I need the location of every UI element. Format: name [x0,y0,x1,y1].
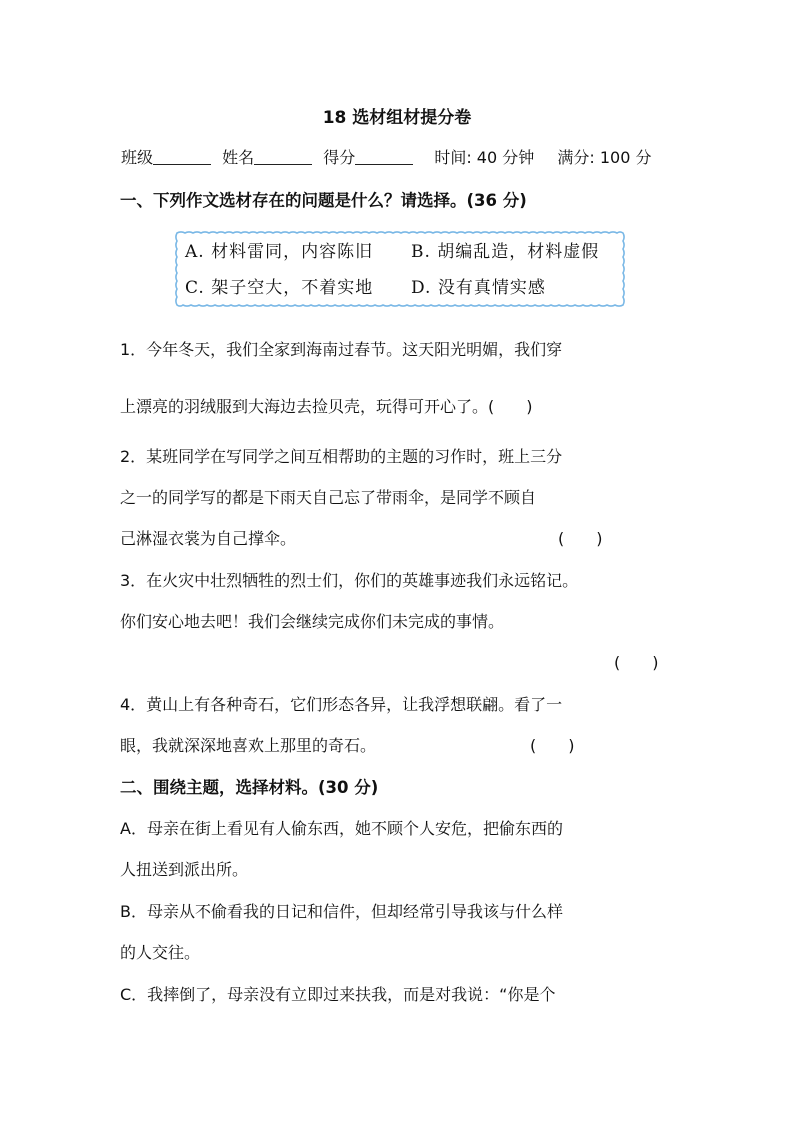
question-1-line-1: 1．今年冬天，我们全家到海南过春节。这天阳光明媚，我们穿 [120,340,563,359]
header-info-row [121,147,651,169]
question-2-answer-paren[interactable]: ( ) [558,529,603,548]
question-4-line-1: 4．黄山上有各种奇石，它们形态各异，让我浮想联翩。看了一 [120,695,563,714]
page-title: 18 选材组材提分卷 [322,108,472,128]
section-2-heading: 二、围绕主题，选择材料。(30 分) [120,778,379,797]
question-2-line-1: 2．某班同学在写同学之间互相帮助的主题的习作时，班上三分 [120,447,563,466]
item-a-line-1: A．母亲在街上看见有人偷东西，她不顾个人安危，把偷东西的 [120,819,563,838]
section-1-heading: 一、下列作文选材存在的问题是什么？请选择。(36 分) [120,191,527,210]
class-label: 班级 [121,148,154,167]
item-c-line-1: C．我摔倒了，母亲没有立即过来扶我，而是对我说：“你是个 [120,985,556,1004]
score-label: 得分 [323,148,356,167]
options-box [173,229,627,309]
option-c: C. 架子空大，不着实地 [185,278,374,298]
option-b: B. 胡编乱造，材料虚假 [411,242,600,262]
item-b-line-1: B．母亲从不偷看我的日记和信件，但却经常引导我该与什么样 [120,902,563,921]
name-label: 姓名 [222,148,255,167]
question-4-answer-paren[interactable]: ( ) [530,736,575,755]
option-d: D. 没有真情实感 [411,278,546,298]
question-3-answer-paren[interactable]: ( ) [614,653,659,672]
question-2-line-2: 之一的同学写的都是下雨天自己忘了带雨伞，是同学不顾自 [120,488,537,507]
full-score-label: 满分: 100 分 [557,148,652,167]
score-blank[interactable] [355,148,413,165]
name-blank[interactable] [254,148,312,165]
question-3-line-1: 3．在火灾中壮烈牺牲的烈士们，你们的英雄事迹我们永远铭记。 [120,571,579,590]
class-blank[interactable] [153,148,211,165]
option-a: A. 材料雷同，内容陈旧 [185,242,374,262]
time-label: 时间: 40 分钟 [434,148,535,167]
item-a-line-2: 人扭送到派出所。 [120,860,249,879]
question-1-line-2: 上漂亮的羽绒服到大海边去捡贝壳，玩得可开心了。( ) [120,397,533,416]
question-4-line-2: 眼，我就深深地喜欢上那里的奇石。 [120,736,377,755]
item-b-line-2: 的人交往。 [120,943,201,962]
question-2-line-3: 己淋湿衣裳为自己撑伞。 [120,529,297,548]
question-3-line-2: 你们安心地去吧！我们会继续完成你们未完成的事情。 [120,612,505,631]
